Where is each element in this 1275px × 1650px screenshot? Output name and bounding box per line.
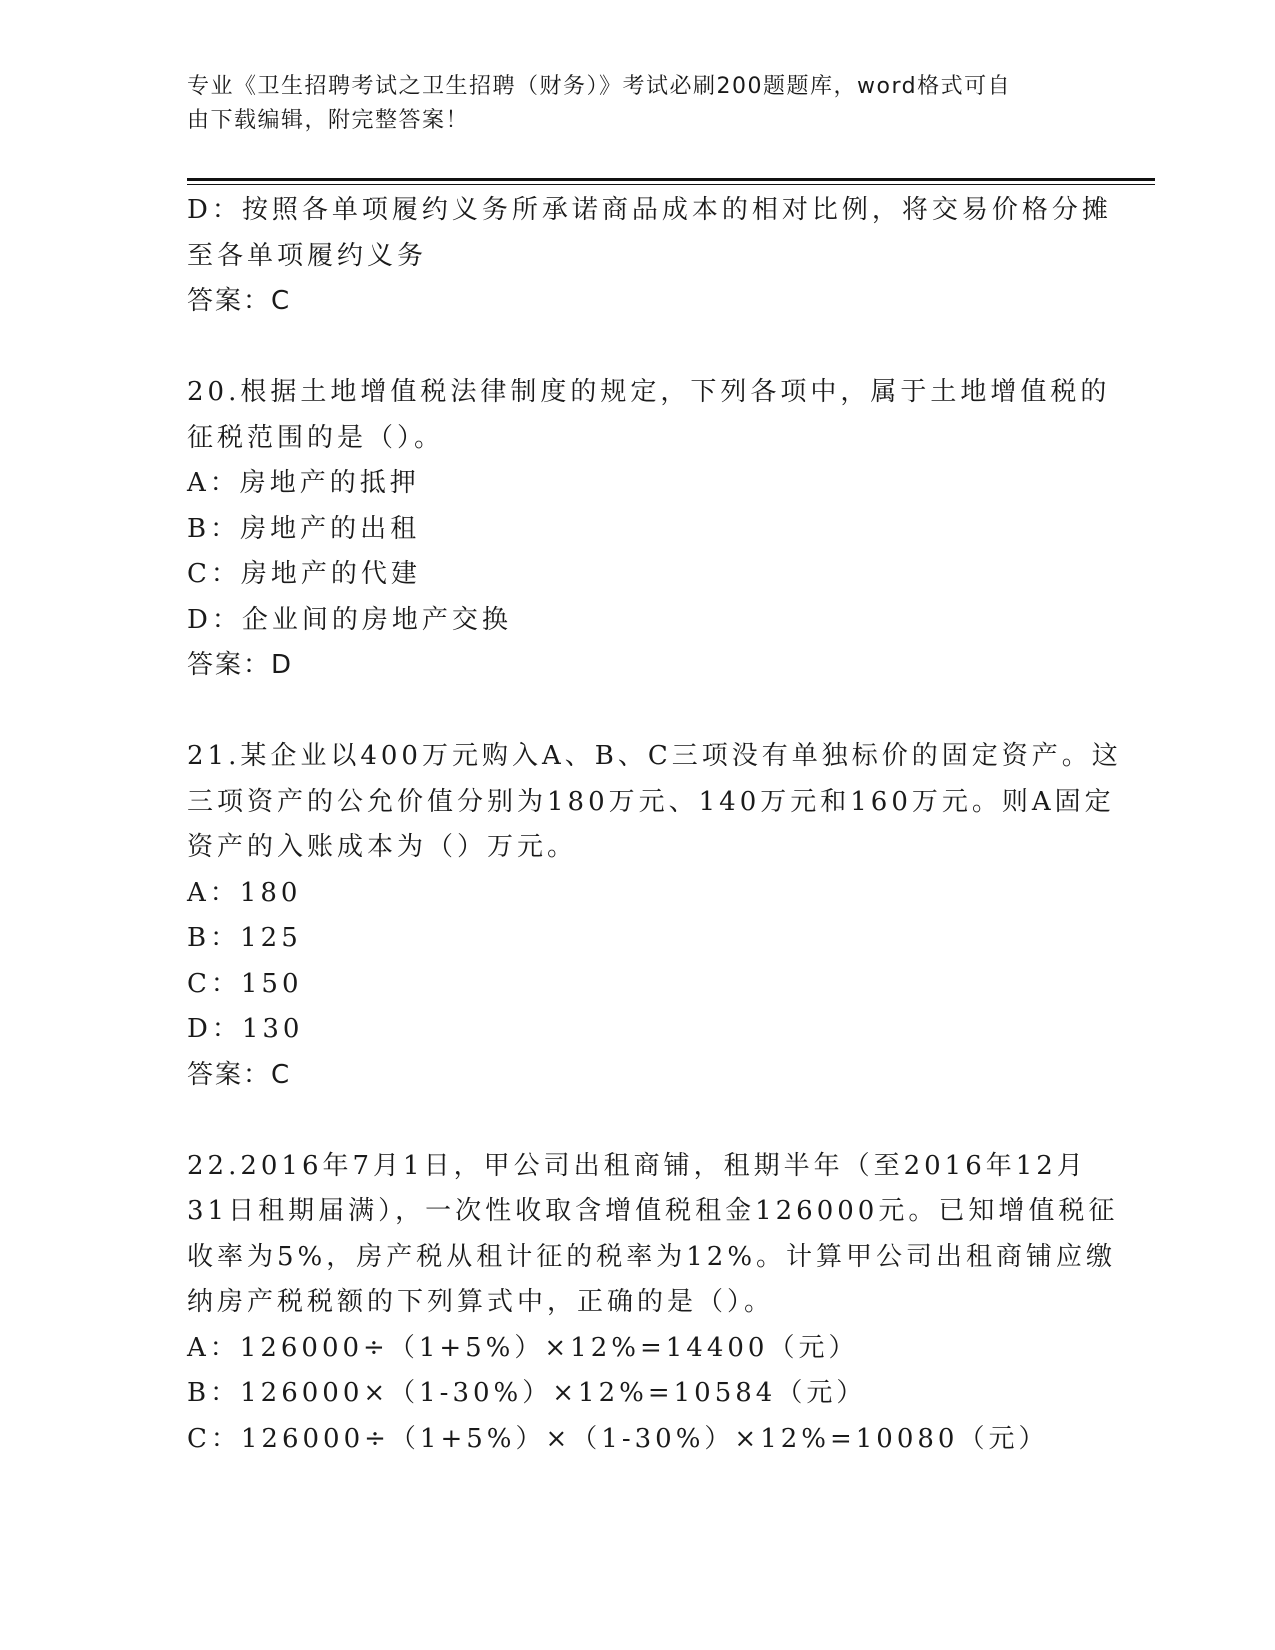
spacer [187, 689, 1077, 735]
header-divider-thick [187, 178, 1155, 181]
option-a: A：180 [187, 877, 302, 908]
header-line-1: 专业《卫生招聘考试之卫生招聘（财务）》考试必刷200题题库，word格式可自 [187, 74, 1012, 99]
carryover-question [187, 188, 1112, 325]
option-a: A：房地产的抵押 [187, 468, 420, 498]
option-b: B：房地产的出租 [187, 513, 421, 544]
spacer [187, 1098, 1077, 1144]
question-stem-line: 22.2016年7月1日，甲公司出租商铺，租期半年（至2016年12月 [187, 1150, 1087, 1181]
header-line-2: 由下载编辑，附完整答案！ [187, 108, 470, 133]
question-stem-line: 31日租期届满），一次性收取含增值税租金126000元。已知增值税征 [187, 1196, 1119, 1226]
question-20 [187, 370, 1111, 689]
answer-line: 答案：D [187, 650, 294, 680]
question-stem-line: 21.某企业以400万元购入A、B、C三项没有单独标价的固定资产。这 [187, 741, 1122, 771]
question-stem-line: 20.根据土地增值税法律制度的规定，下列各项中，属于土地增值税的 [187, 377, 1111, 407]
question-stem-line: 纳房产税税额的下列算式中，正确的是（）。 [187, 1287, 775, 1317]
option-c: C：150 [187, 968, 303, 999]
question-stem-line: 征税范围的是（）。 [187, 422, 445, 453]
option-d: D：130 [187, 1014, 304, 1044]
option-b: B：125 [187, 923, 302, 953]
answer-line: 答案：C [187, 286, 292, 316]
answer-line: 答案：C [187, 1059, 292, 1090]
spacer [187, 325, 1077, 371]
question-stem-line: 收率为5%，房产税从租计征的税率为12%。计算甲公司出租商铺应缴 [187, 1241, 1117, 1272]
option-b: B：126000×（1-30%）×12%=10584（元） [187, 1378, 867, 1408]
question-22 [187, 1144, 1119, 1463]
header-divider-thin [187, 184, 1155, 185]
page-header [187, 70, 1087, 138]
option-d: D：企业间的房地产交换 [187, 604, 512, 635]
question-content [187, 188, 1122, 1462]
option-c: C：房地产的代建 [187, 559, 421, 589]
option-c: C：126000÷（1+5%）×（1-30%）×12%=10080（元） [187, 1423, 1049, 1454]
option-a: A：126000÷（1+5%）×12%=14400（元） [187, 1332, 859, 1363]
question-stem-line: 资产的入账成本为（）万元。 [187, 832, 578, 862]
option-line: D：按照各单项履约义务所承诺商品成本的相对比例，将交易价格分摊 [187, 195, 1112, 225]
option-line: 至各单项履约义务 [187, 240, 428, 271]
question-stem-line: 三项资产的公允价值分别为180万元、140万元和160万元。则A固定 [187, 786, 1115, 817]
question-21 [187, 734, 1122, 1098]
